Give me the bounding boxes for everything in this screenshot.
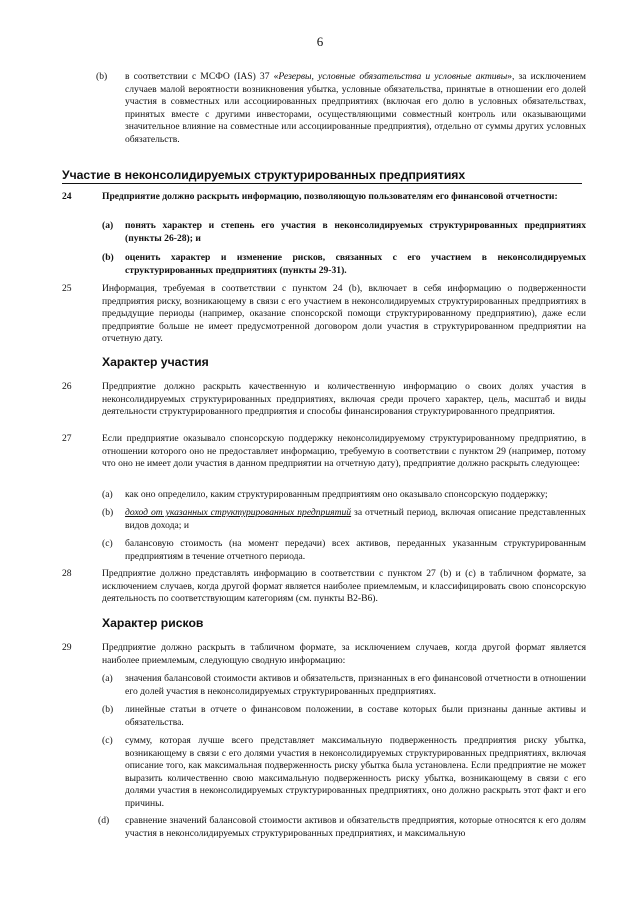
paragraph-27-b-rest: за отчетный период, включая описание представленных видов дохода; и (125, 507, 586, 531)
paragraph-28-text: Предприятие должно представлять информацию в соответствии с пунктом 27 (b) и (c) в табличном формате, за исключением случаев, когда другой формат является наиболее приемлемым, и классифицировать свою спонсорскую деятельность по соответствующим категориям (см. пункты B2-B6). (102, 568, 586, 605)
subheading-nature: Характер участия (102, 355, 209, 369)
paragraph-27-number: 27 (62, 433, 72, 444)
paragraph-29-c-label: (c) (102, 735, 113, 746)
paragraph-24-a-text: понять характер и степень его участия в неконсолидируемых структурированных предприятиях (пункты 26-28); и (125, 220, 586, 244)
paragraph-25-text: Информация, требуемая в соответствии с пунктом 24 (b), включает в себя информацию о подверженности предприятия риску, возникающему в связи с его участием в неконсолидируемых структурированных предприятиях в предыдущие периоды (например, оказание спонсорской помощи структурированному предприятию), даже если предприятие больше не имеет предусмотренной договором доли участия в структурированном предприятии на отчетную дату. (102, 283, 586, 345)
paragraph-27-a-label: (a) (102, 489, 113, 500)
paragraph-27-a-text: как оно определило, каким структурированным предприятиям оно оказывало спонсорскую поддержку; (125, 489, 548, 500)
paragraph-28-number: 28 (62, 568, 72, 579)
paragraph-29-a-text: значения балансовой стоимости активов и обязательств, признанных в его финансовой отчетности в отношении его долей участия в неконсолидируемых структурированных предприятиях. (125, 673, 586, 697)
paragraph-26-text: Предприятие должно раскрыть качественную и количественную информацию о своих долях участия в неконсолидируемых структурированных предприятиях, включая среди прочего характер, цель, масштаб и виды деятельности структурированного предприятия и способы финансирования структурированного предприятия. (102, 381, 586, 418)
paragraph-25-number: 25 (62, 283, 72, 294)
intro-item-label: (b) (96, 71, 108, 82)
paragraph-29-c-text: сумму, которая лучше всего представляет максимальную подверженность предприятия риску убытка, возникающему в связи с его долями участия в неконсолидируемых структурированных предприятиях, включая описание того, как максимальная подверженность риску убытка была установлена. Если предприятие не может выразить количественно свою максимальную подверженность риску убытка, возникающему в связи с его долями участия в неконсолидируемых структурированных предприятиях, оно должно раскрыть этот факт и его причины. (125, 735, 586, 809)
paragraph-24-b-label: (b) (102, 252, 114, 263)
paragraph-29-d-text: сравнение значений балансовой стоимости активов и обязательств предприятия, которые относятся к его долям участия в неконсолидируемых структурированных предприятиях, и максимальную (125, 815, 586, 839)
paragraph-29-b-text: линейные статьи в отчете о финансовом положении, в составе которых были признаны данные активы и обязательства. (125, 704, 586, 728)
section-heading: Участие в неконсолидируемых структурированных предприятиях (62, 168, 582, 184)
paragraph-24-text: Предприятие должно раскрыть информацию, позволяющую пользователям его финансовой отчетности: (102, 191, 558, 202)
paragraph-29-number: 29 (62, 642, 72, 653)
intro-item-text (125, 71, 586, 147)
intro-text-pre: в соответствии с МСФО (IAS) 37 « (125, 71, 279, 82)
income-term: доход от указанных структурированных предприятий (125, 507, 352, 518)
paragraph-27-c-label: (c) (102, 538, 113, 549)
paragraph-29-b-label: (b) (102, 704, 114, 715)
paragraph-29-d-label: (d) (98, 815, 110, 826)
paragraph-26-number: 26 (62, 381, 72, 392)
paragraph-27-c-text: балансовую стоимость (на момент передачи) всех активов, переданных указанным структурированным предприятиям в течение отчетного периода. (125, 538, 586, 562)
paragraph-24-number: 24 (62, 191, 72, 202)
paragraph-24-a-label: (a) (102, 220, 114, 231)
paragraph-29-a-label: (a) (102, 673, 113, 684)
paragraph-29-text: Предприятие должно раскрыть в табличном формате, за исключением случаев, когда другой формат является наиболее приемлемым, следующую сводную информацию: (102, 642, 586, 666)
standard-title: Резервы, условные обязательства и условные активы (278, 71, 508, 82)
page-number: 6 (316, 34, 324, 49)
intro-text-post: », за исключением случаев малой вероятности возникновения убытка, условные обязательства, принятые в отношении его долей участия в совместных или ассоциированных предприятиях (включая его долю в условных обязательствах, принятых вместе с другими инвесторами, осуществляющими совместный контроль или оказывающими значительное влияние на совместные или ассоциированные предприятия), отдельно от суммы других условных обязательств. (125, 71, 586, 145)
subheading-risks: Характер рисков (102, 616, 204, 630)
paragraph-27-text: Если предприятие оказывало спонсорскую поддержку неконсолидируемому структурированному предприятию, в отношении которого оно не предоставляет информацию, требуемую в соответствии с пунктом 29 (например, потому что оно не имеет доли участия в данном предприятии на отчетную дату), предприятие должно раскрыть следующее: (102, 433, 586, 470)
paragraph-27-b-text (125, 507, 586, 532)
paragraph-27-b-label: (b) (102, 507, 114, 518)
paragraph-24-b-text: оценить характер и изменение рисков, связанных с его участием в неконсолидируемых структурированных предприятиях (пункты 29-31). (125, 252, 586, 276)
